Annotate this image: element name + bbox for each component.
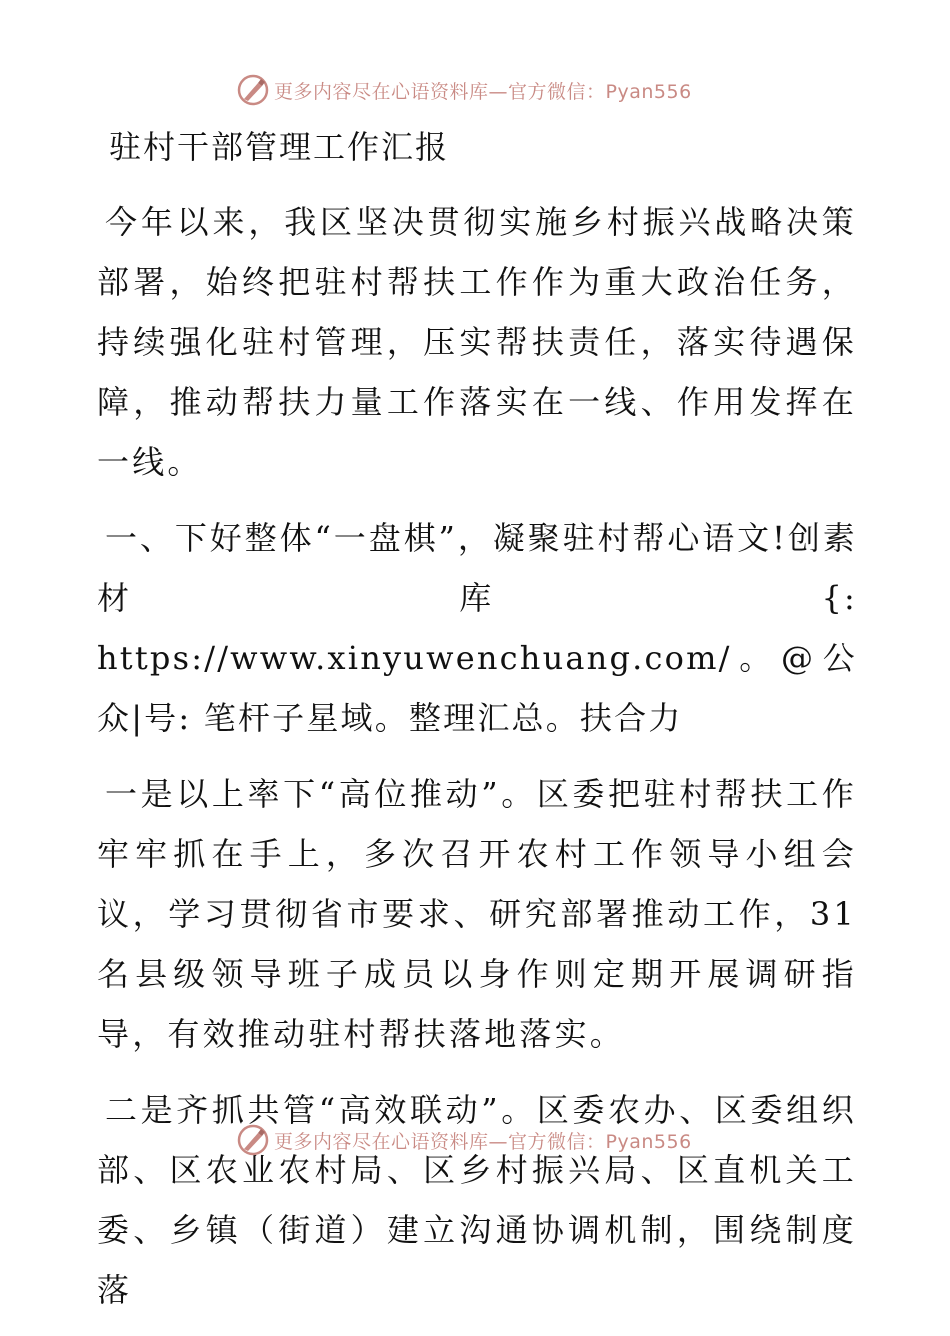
document-title: 驻村干部管理工作汇报 [109,128,450,166]
header-watermark [236,72,692,108]
watermark-text: 更多内容尽在心语资料库—官方微信：Pyan556 [274,1130,692,1153]
pen-logo-icon [236,1123,270,1157]
paragraph-section-one-heading: 一、下好整体“一盘棋”，凝聚驻村帮心语文!创素材库{: https://www.xinyuwenchuang.com/。@公众|号: 笔杆子星域。整理汇总。扶合力 [97,519,857,737]
pen-logo-icon [236,73,270,107]
watermark-text: 更多内容尽在心语资料库—官方微信：Pyan556 [274,80,692,103]
footer-watermark [236,1122,692,1158]
paragraph-point-two: 二是齐抓共管“高效联动”。区委农办、区委组织部、区农业农村局、区乡村振兴局、区直机关工委、乡镇（街道）建立沟通协调机制，围绕制度落 [97,1091,857,1309]
paragraph-intro: 今年以来，我区坚决贯彻实施乡村振兴战略决策部署，始终把驻村帮扶工作作为重大政治任务，持续强化驻村管理，压实帮扶责任，落实待遇保障，推动帮扶力量工作落实在一线、作用发挥在一线。 [97,203,857,481]
paragraph-point-one: 一是以上率下“高位推动”。区委把驻村帮扶工作牢牢抓在手上，多次召开农村工作领导小组会议，学习贯彻省市要求、研究部署推动工作，31名县级领导班子成员以身作则定期开展调研指导，有效推动驻村帮扶落地落实。 [97,775,857,1053]
